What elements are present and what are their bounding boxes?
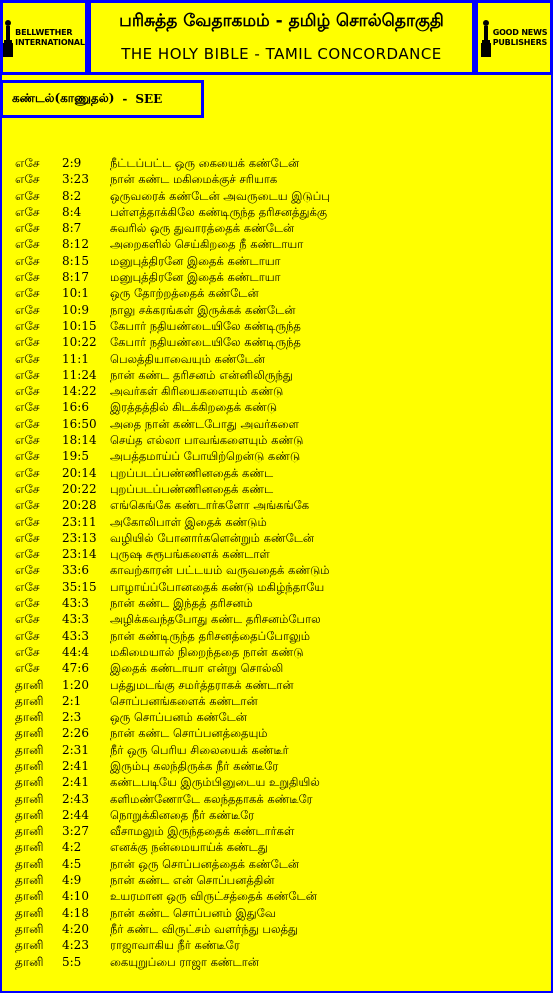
entry-book: தானி [15,921,44,936]
entry-book: எசே [15,286,40,301]
entry-ref: 5:5 [62,954,82,969]
left-logo-line2: INTERNATIONAL [15,37,85,47]
entry-ref: 2:26 [62,726,89,741]
concordance-row [0,155,553,171]
entry-text: அழிக்கவந்தபோது கண்ட தரிசனம்போல [110,612,321,627]
entry-text: பத்துமடங்கு சமர்த்தராகக் கண்டான் [110,677,294,692]
concordance-row [0,383,553,399]
entry-book: எசே [15,384,40,399]
entry-book: எசே [15,514,40,529]
see-label: SEE [135,92,163,106]
entry-ref: 10:9 [62,302,89,317]
entry-ref: 14:22 [62,384,97,399]
entry-ref: 10:1 [62,286,89,301]
search-word-dash: - [122,92,128,106]
concordance-row [0,660,553,676]
entry-book: தானி [15,873,44,888]
entry-ref: 44:4 [62,644,89,659]
entry-ref: 4:9 [62,873,82,888]
entry-text: நாலு சக்கரங்கள் இருக்கக் கண்டேன் [110,302,296,317]
entry-book: எசே [15,449,40,464]
entry-ref: 11:24 [62,367,97,382]
entry-text: ஒருவரைக் கண்டேன் அவருடைய இடுப்பு [110,188,330,203]
entry-ref: 43:3 [62,612,89,627]
entry-book: எசே [15,221,40,236]
concordance-row [0,807,553,823]
entry-text: மகிமையால் நிறைந்ததை நான் கண்டு [110,644,304,659]
entry-text: நான் கண்ட இந்தத் தரிசனம் [110,596,253,611]
entry-text: அபத்தமாய்ப் போயிற்றென்டு கண்டு [110,449,301,464]
entry-text: புறப்படப்பண்ணினதைக் கண்ட [110,465,274,480]
entry-book: தானி [15,693,44,708]
entry-ref: 8:2 [62,188,82,203]
title-tamil: பரிசுத்த வேதாகமம் - தமிழ் சொல்தொகுதி [119,11,444,31]
concordance-row [0,677,553,693]
entry-text: அவர்கள் கிரியைகளையும் கண்டு [110,384,284,399]
entry-book: எசே [15,416,40,431]
entry-book: எசே [15,547,40,562]
entry-text: செய்த எல்லா பாவங்களையும் கண்டு [110,433,304,448]
entry-ref: 10:22 [62,335,97,350]
entry-book: தானி [15,954,44,969]
entry-book: எசே [15,400,40,415]
concordance-row [0,302,553,318]
entry-ref: 8:4 [62,204,82,219]
entry-ref: 23:13 [62,530,97,545]
entry-text: நான் கண்டிருந்த தரிசனத்தைப்போலும் [110,628,311,643]
concordance-row [0,236,553,252]
concordance-row [0,954,553,970]
entry-book: தானி [15,856,44,871]
entry-ref: 19:5 [62,449,89,464]
entry-text: பாழாய்ப்போனதைக் கண்டு மகிழ்ந்தாயே [110,579,325,594]
entry-book: தானி [15,840,44,855]
concordance-row [0,530,553,546]
entry-text: புருஷ சுரூபங்களைக் கண்டாள் [110,547,270,562]
entry-book: எசே [15,156,40,170]
concordance-row [0,220,553,236]
entry-ref: 2:41 [62,775,89,790]
search-word-box [0,80,204,118]
entry-text: மனுபுத்திரனே இதைக் கண்டாயா [110,253,281,268]
entry-ref: 23:11 [62,514,97,529]
entry-text: நான் கண்ட மகிமைக்குச் சரியாக [110,172,278,187]
title-banner [88,0,475,75]
entry-book: எசே [15,563,40,578]
entry-text: வழியில் போனார்களென்றும் கண்டேன் [110,530,315,545]
concordance-row [0,514,553,530]
entry-text: சுவரில் ஒரு துவாரத்தைக் கண்டேன் [110,221,295,236]
entry-ref: 4:20 [62,921,89,936]
right-logo-line1: GOOD NEWS [492,27,548,37]
entry-ref: 3:23 [62,172,89,187]
entry-book: எசே [15,465,40,480]
concordance-row [0,628,553,644]
entry-book: எசே [15,335,40,350]
concordance-row [0,204,553,220]
bellwether-figure-icon [3,19,13,57]
entry-ref: 35:15 [62,579,97,594]
concordance-row [0,937,553,953]
entry-ref: 4:5 [62,856,82,871]
entry-book: எசே [15,661,40,676]
concordance-row [0,416,553,432]
concordance-row [0,839,553,855]
entry-ref: 2:1 [62,693,82,708]
search-word: கண்டல்(காணுதல்) [12,91,115,105]
entry-text: பள்ளத்தாக்கிலே கண்டிருந்த தரிசனத்துக்கு [110,204,328,219]
entry-text: அதை நான் கண்டபோது அவர்களை [110,416,299,431]
entry-text: உயரமான ஒரு விருட்சத்தைக் கண்டேன் [110,889,317,904]
entry-ref: 8:15 [62,253,89,268]
entry-book: எசே [15,204,40,219]
entry-ref: 4:10 [62,889,89,904]
entry-text: நான் கண்ட சொப்பனத்தையும் [110,726,268,741]
entry-ref: 23:14 [62,547,97,562]
entry-ref: 8:7 [62,221,82,236]
entry-text: ஒரு சொப்பனம் கண்டேன் [110,710,247,725]
entry-book: எசே [15,253,40,268]
entry-ref: 2:41 [62,758,89,773]
entry-book: எசே [15,612,40,627]
goodnews-figure-icon [481,19,491,57]
concordance-row [0,758,553,774]
entry-book: எசே [15,172,40,187]
entry-text: மனுபுத்திரனே இதைக் கண்டாயா [110,270,281,285]
entry-ref: 8:17 [62,270,89,285]
entry-book: தானி [15,742,44,757]
entry-text: எனக்கு நன்மையாய்க் கண்டது [110,840,268,855]
entry-book: எசே [15,596,40,611]
entry-text: நான் கண்ட என் சொப்பனத்தின் [110,873,275,888]
left-logo-line1: BELLWETHER [15,27,73,37]
entry-text: இதைக் கண்டாயா என்று சொல்லி [110,661,284,676]
entry-ref: 4:18 [62,905,89,920]
entry-text: அகோலிபாள் இதைக் கண்டும் [110,514,267,529]
entry-text: நொறுக்கினதை நீர் கண்டீரே [110,807,255,822]
entry-book: எசே [15,188,40,203]
entry-text: நீர் கண்ட விருட்சம் வளர்ந்து பலத்து [110,921,298,936]
entry-text: அறைகளில் செய்கிறதை நீ கண்டாயா [110,237,304,252]
entry-book: தானி [15,677,44,692]
entry-book: எசே [15,628,40,643]
entry-ref: 4:23 [62,938,89,953]
concordance-entries [0,155,553,970]
entry-text: ஒரு தோற்றத்தைக் கண்டேன் [110,286,259,301]
entry-book: தானி [15,938,44,953]
concordance-row [0,595,553,611]
entry-text: காவற்காரன் பட்டயம் வருவதைக் கண்டும் [110,563,330,578]
concordance-row [0,644,553,660]
entry-text: நான் கண்ட தரிசனம் என்னிலிருந்து [110,367,293,382]
entry-book: எசே [15,579,40,594]
entry-book: தானி [15,710,44,725]
entry-ref: 2:43 [62,791,89,806]
concordance-row [0,693,553,709]
entry-text: வீசாமலும் இருந்ததைக் கண்டார்கள் [110,824,295,839]
concordance-row [0,774,553,790]
entry-text: கேபார் நதியண்டையிலே கண்டிருந்த [110,335,301,350]
entry-text: நீட்டப்பட்ட ஒரு கையைக் கண்டேன் [110,156,300,170]
concordance-row [0,285,553,301]
entry-book: எசே [15,498,40,513]
concordance-row [0,171,553,187]
entry-book: எசே [15,530,40,545]
entry-ref: 1:20 [62,677,89,692]
entry-book: எசே [15,237,40,252]
entry-book: தானி [15,726,44,741]
entry-ref: 16:6 [62,400,89,415]
right-logo-line2: PUBLISHERS [492,37,548,47]
entry-book: எசே [15,270,40,285]
concordance-row [0,188,553,204]
entry-ref: 18:14 [62,433,97,448]
concordance-row [0,791,553,807]
concordance-row [0,725,553,741]
entry-ref: 20:14 [62,465,97,480]
entry-ref: 47:6 [62,661,89,676]
entry-ref: 3:27 [62,824,89,839]
entry-book: எசே [15,433,40,448]
concordance-row [0,318,553,334]
entry-text: களிமண்ணோடே கலந்ததாகக் கண்டீரே [110,791,313,806]
entry-text: சொப்பனங்களைக் கண்டான் [110,693,258,708]
publisher-logo-left [0,0,88,75]
entry-book: தானி [15,824,44,839]
entry-text: கேபார் நதியண்டையிலே கண்டிருந்த [110,318,301,333]
entry-book: தானி [15,807,44,822]
entry-ref: 4:2 [62,840,82,855]
concordance-row [0,921,553,937]
entry-book: எசே [15,318,40,333]
entry-text: புறப்படப்பண்ணினதைக் கண்ட [110,481,274,496]
entry-ref: 2:31 [62,742,89,757]
concordance-row [0,399,553,415]
concordance-row [0,367,553,383]
entry-ref: 43:3 [62,596,89,611]
entry-text: எங்கெங்கே கண்டார்களோ அங்கங்கே [110,498,310,513]
entry-ref: 33:6 [62,563,89,578]
entry-text: பெலத்தியாவையும் கண்டேன் [110,351,265,366]
concordance-row [0,334,553,350]
entry-ref: 20:28 [62,498,97,513]
concordance-row [0,888,553,904]
concordance-row [0,253,553,269]
entry-ref: 2:44 [62,807,89,822]
concordance-row [0,905,553,921]
concordance-row [0,546,553,562]
concordance-row [0,611,553,627]
entry-ref: 20:22 [62,481,97,496]
concordance-row [0,465,553,481]
concordance-row [0,562,553,578]
entry-text: ராஜாவாகிய நீர் கண்டீரே [110,938,240,953]
concordance-row [0,709,553,725]
entry-text: கையுறுப்பை ராஜா கண்டான் [110,954,259,969]
entry-text: கண்டபடியே இரும்பினுடைய உறுதியில் [110,775,320,790]
concordance-row [0,872,553,888]
entry-book: எசே [15,367,40,382]
entry-text: நான் கண்ட சொப்பனம் இதுவே [110,905,276,920]
entry-book: தானி [15,775,44,790]
entry-ref: 10:15 [62,318,97,333]
entry-text: நீர் ஒரு பெரிய சிலையைக் கண்டீர் [110,742,289,757]
concordance-row [0,351,553,367]
entry-book: தானி [15,889,44,904]
concordance-row [0,481,553,497]
entry-ref: 2:3 [62,710,82,725]
entry-ref: 11:1 [62,351,89,366]
concordance-row [0,448,553,464]
entry-book: தானி [15,791,44,806]
entry-ref: 16:50 [62,416,97,431]
entry-book: தானி [15,758,44,773]
publisher-logo-right [475,0,553,75]
entry-book: எசே [15,302,40,317]
entry-book: எசே [15,481,40,496]
entry-text: நான் ஒரு சொப்பனத்தைக் கண்டேன் [110,856,300,871]
entry-ref: 2:9 [62,156,82,170]
concordance-row [0,823,553,839]
entry-ref: 8:12 [62,237,89,252]
concordance-row [0,742,553,758]
concordance-row [0,497,553,513]
concordance-row [0,856,553,872]
title-english: THE HOLY BIBLE - TAMIL CONCORDANCE [121,45,442,63]
entry-book: தானி [15,905,44,920]
entry-ref: 43:3 [62,628,89,643]
concordance-row [0,579,553,595]
entry-text: இரத்தத்தில் கிடக்கிறதைக் கண்டு [110,400,278,415]
entry-book: எசே [15,351,40,366]
entry-text: இரும்பு கலந்திருக்க நீர் கண்டீரே [110,758,279,773]
entry-book: எசே [15,644,40,659]
concordance-row [0,269,553,285]
concordance-row [0,432,553,448]
